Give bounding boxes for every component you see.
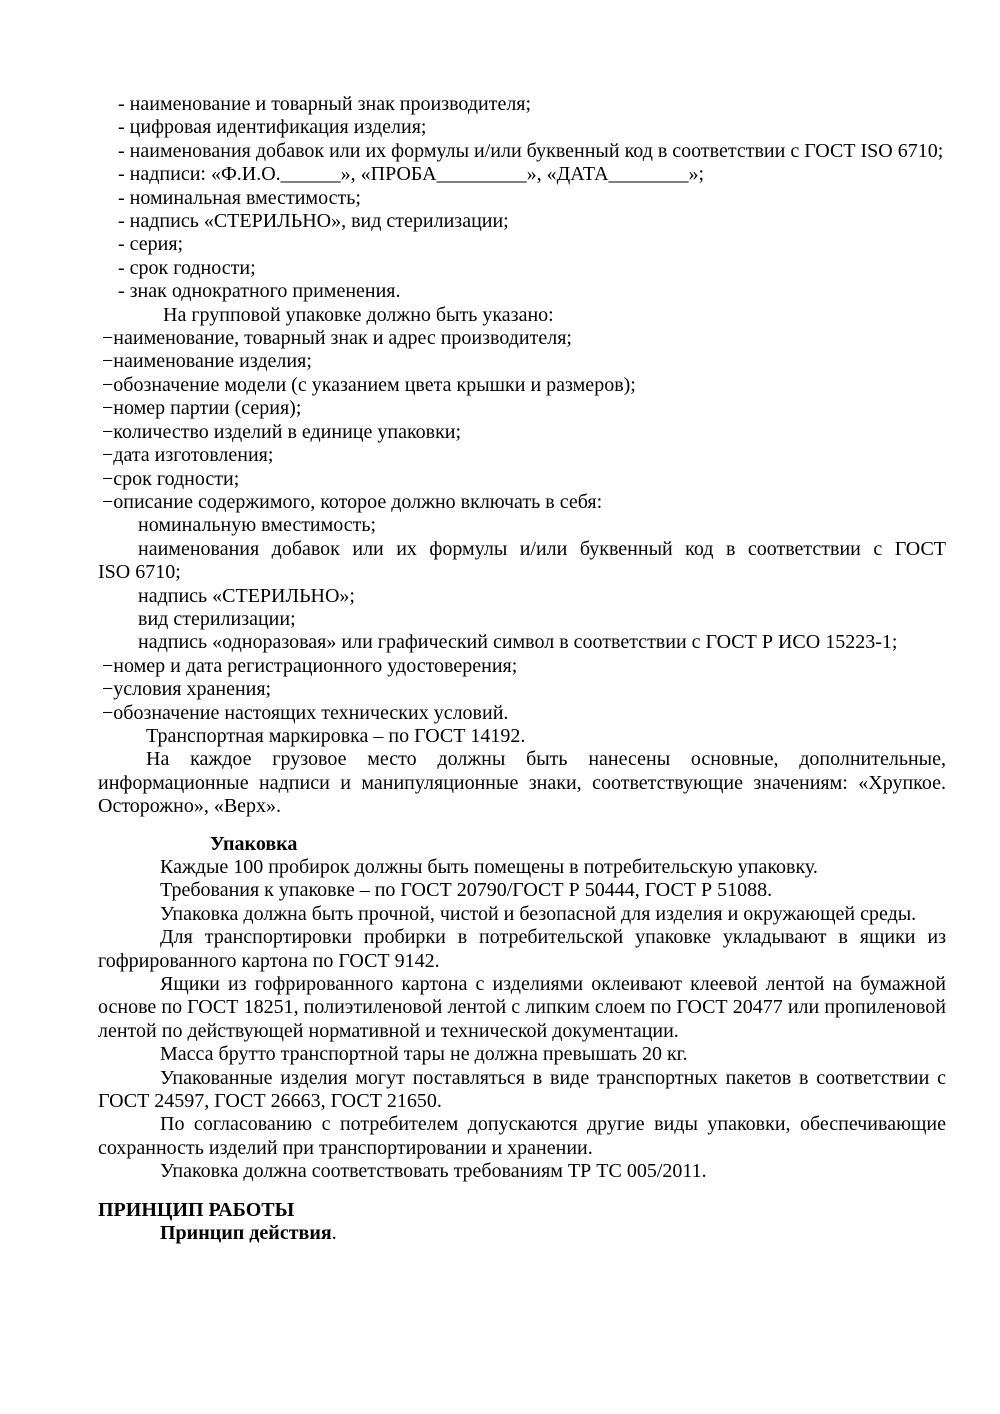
group-packaging-intro: На групповой упаковке должно быть указано: xyxy=(163,303,554,326)
marking-list-item: - надпись «СТЕРИЛЬНО», вид стерилизации; xyxy=(118,210,509,233)
section-gap xyxy=(98,819,946,833)
principle-section-heading: ПРИНЦИП РАБОТЫ xyxy=(98,1198,295,1221)
marking-list-item: - наименование и товарный знак производителя; xyxy=(118,93,532,115)
marking-list-item: - знак однократного применения. xyxy=(118,280,401,303)
packaging-paragraph: По согласованию с потребителем допускаются другие виды упаковки, обеспечивающие сохранность изделий при транспортировании и хранении. xyxy=(98,1113,946,1159)
packaging-heading: Упаковка xyxy=(210,832,298,855)
cargo-marking-paragraph: На каждое грузовое место должны быть нанесены основные, дополнительные, информационные надписи и манипуляционные знаки, соответствующие значениям: «Хрупкое. Осторожно», «Верх». xyxy=(98,748,946,818)
packaging-paragraph: Требования к упаковке – по ГОСТ 20790/ГОСТ Р 50444, ГОСТ Р 51088. xyxy=(160,879,773,902)
group-list-item: −срок годности; xyxy=(102,467,240,490)
group-list-item: −условия хранения; xyxy=(102,678,272,701)
transport-marking-paragraph: Транспортная маркировка – по ГОСТ 14192. xyxy=(146,724,526,747)
group-list-item: −обозначение настоящих технических условий. xyxy=(102,701,509,724)
group-list-item: −обозначение модели (с указанием цвета крышки и размеров); xyxy=(102,373,636,396)
packaging-paragraph: Ящики из гофрированного картона с изделиями оклеивают клеевой лентой на бумажной основе по ГОСТ 18251, полиэтиленовой лентой с липким слоем по ГОСТ 20477 или пропиленовой лентой по действующей нормативной и технической документации. xyxy=(98,973,946,1042)
section-gap xyxy=(98,1184,946,1199)
marking-list-item: - наименования добавок или их формулы и/или буквенный код в соответствии с ГОСТ ISO 6710; xyxy=(118,139,944,162)
principle-lead-text: Принцип действия xyxy=(160,1222,332,1245)
packaging-paragraph: Масса брутто транспортной тары не должна превышать 20 кг. xyxy=(160,1043,688,1066)
group-list-item: −номер партии (серия); xyxy=(102,397,302,420)
principle-lead-paragraph xyxy=(98,1222,946,1245)
packaging-paragraph: Упаковка должна быть прочной, чистой и безопасной для изделия и окружающей среды. xyxy=(160,902,917,925)
marking-list-item: - номинальная вместимость; xyxy=(118,186,361,209)
packaging-paragraph: Для транспортировки пробирки в потребительской упаковке укладывают в ящики из гофрированного картона по ГОСТ 9142. xyxy=(98,926,946,972)
marking-list-item: - срок годности; xyxy=(118,256,256,279)
contents-sub-item: номинальную вместимость; xyxy=(138,514,377,537)
packaging-paragraph: Упакованные изделия могут поставляться в виде транспортных пакетов в соответствии с ГОСТ 24597, ГОСТ 26663, ГОСТ 21650. xyxy=(98,1066,946,1113)
group-list-item: −дата изготовления; xyxy=(102,444,274,467)
principle-lead-period: . xyxy=(331,1222,337,1245)
contents-sub-item: надпись «СТЕРИЛЬНО»; xyxy=(138,584,355,607)
marking-list-item: - серия; xyxy=(118,233,184,256)
marking-list-item: - надписи: «Ф.И.О.______», «ПРОБА_________», «ДАТА________»; xyxy=(118,163,705,186)
group-list-item: −наименование, товарный знак и адрес производителя; xyxy=(102,327,572,350)
group-list-item: −наименование изделия; xyxy=(102,350,312,373)
contents-sub-item: наименования добавок или их формулы и/или буквенный код в соответствии с ГОСТ ISO 6710; xyxy=(98,537,946,584)
contents-sub-item: вид стерилизации; xyxy=(138,607,296,630)
packaging-paragraph: Упаковка должна соответствовать требованиям ТР ТС 005/2011. xyxy=(160,1160,707,1183)
group-list-item: −описание содержимого, которое должно включать в себя: xyxy=(102,490,603,513)
group-list-item: −номер и дата регистрационного удостоверения; xyxy=(102,654,518,677)
group-list-item: −количество изделий в единице упаковки; xyxy=(102,420,462,443)
packaging-paragraph: Каждые 100 пробирок должны быть помещены в потребительскую упаковку. xyxy=(160,856,818,878)
marking-list-item: - цифровая идентификация изделия; xyxy=(118,116,427,139)
contents-sub-item: надпись «одноразовая» или графический символ в соответствии с ГОСТ Р ИСО 15223-1; xyxy=(138,631,898,654)
